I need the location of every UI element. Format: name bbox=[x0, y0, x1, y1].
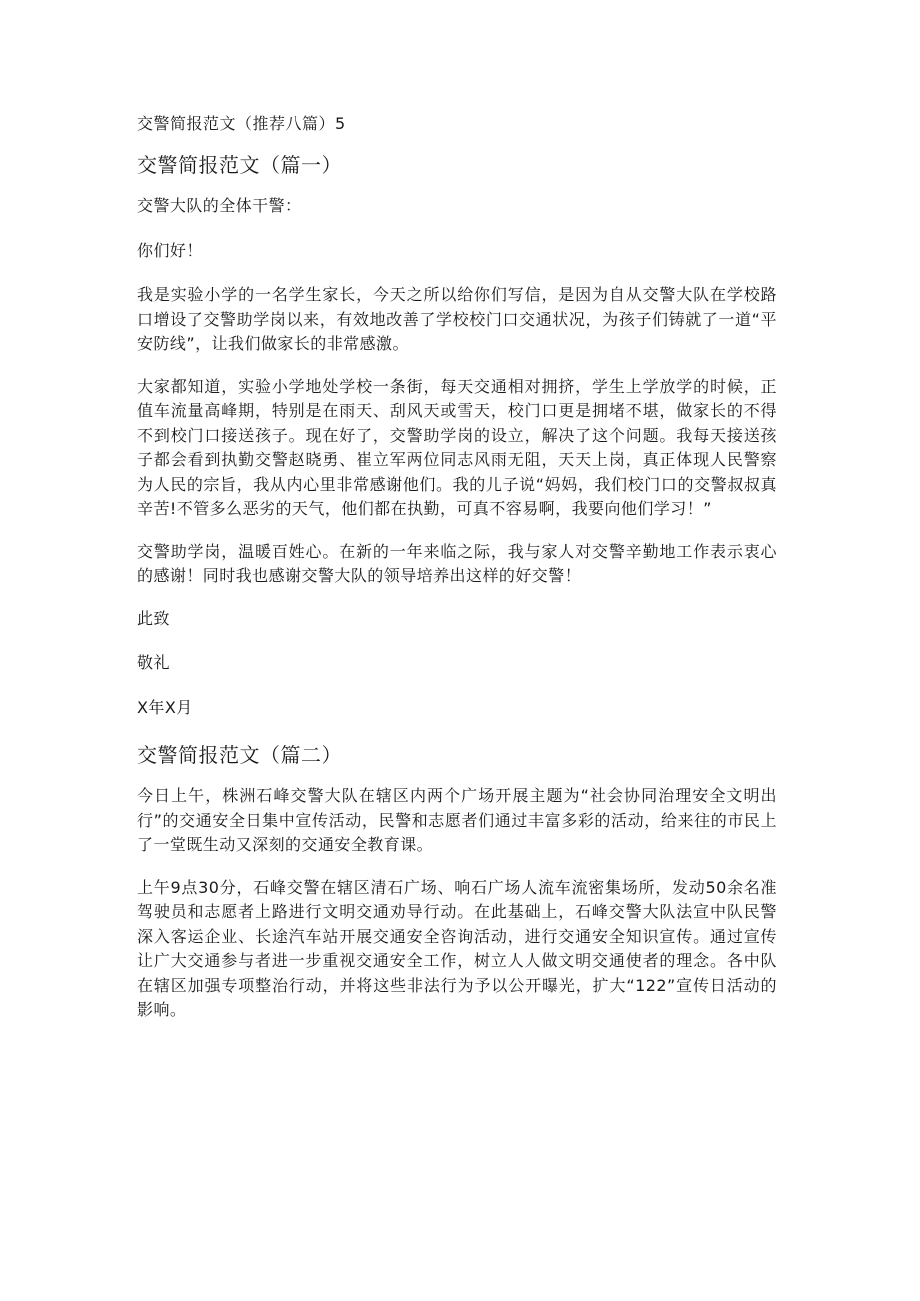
salutation: 交警大队的全体干警： bbox=[137, 196, 302, 215]
body-paragraph: 交警助学岗，温暖百姓心。在新的一年来临之际，我与家人对交警辛勤地工作表示衷心的感谢！同时我也感谢交警大队的领导培养出这样的好交警！ bbox=[137, 541, 777, 585]
body-paragraph: 我是实验小学的一名学生家长，今天之所以给你们写信，是因为自从交警大队在学校路口增设了交警助学岗以来，有效地改善了学校校门口交通状况，为孩子们铸就了一道“平安防线”，让我们做家长的非常感激。 bbox=[137, 285, 777, 353]
section-2 bbox=[137, 740, 777, 1023]
closing-regards: 敬礼 bbox=[137, 653, 170, 672]
section-1 bbox=[137, 150, 777, 720]
greeting: 你们好！ bbox=[137, 240, 203, 260]
section-heading: 交警简报范文（篇二） bbox=[137, 743, 342, 767]
section-heading: 交警简报范文（篇一） bbox=[137, 153, 342, 177]
closing-line: 此致 bbox=[137, 608, 170, 628]
body-paragraph: 上午9点30分，石峰交警在辖区清石广场、响石广场人流车流密集场所，发动50余名准驾驶员和志愿者上路进行文明交通劝导行动。在此基础上，石峰交警大队法宣中队民警深入客运企业、长途汽车站开展交通安全咨询活动，进行交通安全知识宣传。通过宣传让广大交通参与者进一步重视交通安全工作，树立人人做文明交通使者的理念。各中队在辖区加强专项整治行动，并将这些非法行为予以公开曝光，扩大“122”宣传日活动的影响。 bbox=[137, 877, 777, 1019]
document-body bbox=[137, 112, 777, 1041]
body-paragraph: 大家都知道，实验小学地处学校一条街，每天交通相对拥挤，学生上学放学的时候，正值车流量高峰期，特别是在雨天、刮风天或雪天，校门口更是拥堵不堪，做家长的不得不到校门口接送孩子。现在好了，交警助学岗的设立，解决了这个问题。我每天接送孩子都会看到执勤交警赵晓勇、崔立军两位同志风雨无阻，天天上岗，真正体现人民警察为人民的宗旨，我从内心里非常感谢他们。我的儿子说“妈妈，我们校门口的交警叔叔真辛苦!不管多么恶劣的天气，他们都在执勤，可真不容易啊，我要向他们学习！” bbox=[137, 376, 777, 518]
body-paragraph: 今日上午，株洲石峰交警大队在辖区内两个广场开展主题为“社会协同治理安全文明出行”的交通安全日集中宣传活动，民警和志愿者们通过丰富多彩的活动，给来往的市民上了一堂既生动又深刻的交通安全教育课。 bbox=[137, 786, 777, 854]
document-title: 交警简报范文（推荐八篇）5 bbox=[137, 114, 346, 133]
date-line: X年X月 bbox=[137, 697, 193, 717]
